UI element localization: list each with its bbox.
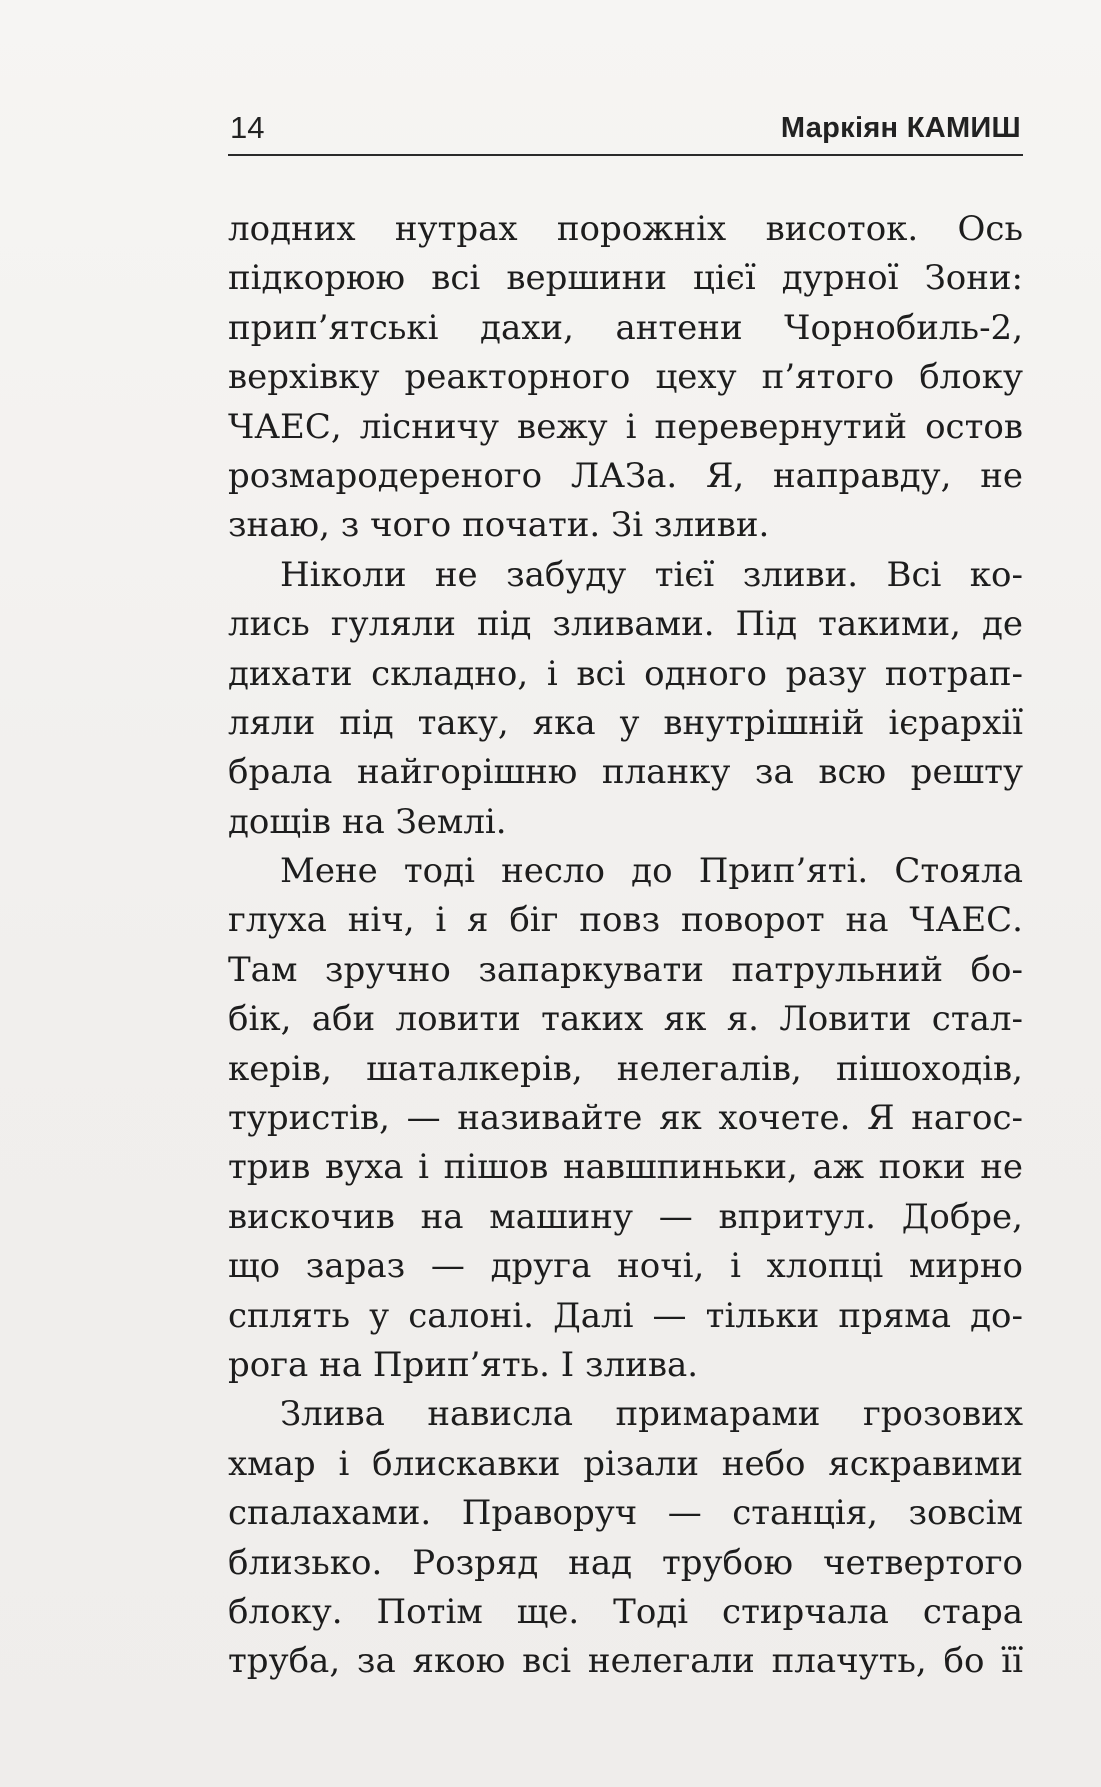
text-line: трив вуха і пішов навшпиньки, аж поки не [228, 1147, 1023, 1188]
text-line: сплять у салоні. Далі — тільки пряма до- [228, 1295, 1023, 1336]
text-line: Там зручно запаркувати патрульний бо- [228, 949, 1023, 990]
text-line: ЧАЕС, лісничу вежу і перевернутий остов [228, 406, 1023, 447]
text-line: близько. Розряд над трубою четвертого [228, 1542, 1023, 1583]
text-line: лись гуляли під зливами. Під такими, де [228, 604, 1023, 645]
text-line: Ніколи не забуду тієї зливи. Всі ко- [280, 554, 1023, 595]
text-line: знаю, з чого почати. Зі зливи. [228, 505, 770, 546]
text-line: що зараз — друга ночі, і хлопці мирно [228, 1246, 1023, 1287]
page-number: 14 [230, 110, 265, 145]
page-header [228, 102, 1023, 152]
text-line: хмар і блискавки різали небо яскравими [228, 1443, 1023, 1484]
header-rule [228, 154, 1023, 156]
text-line: Злива нависла примарами грозових [280, 1394, 1023, 1435]
text-line: Мене тоді несло до Прип’яті. Стояла [280, 851, 1023, 892]
running-head-author: Маркіян КАМИШ [780, 112, 1021, 144]
text-line: підкорюю всі вершини цієї дурної Зони: [228, 258, 1023, 299]
text-line: спалахами. Праворуч — станція, зовсім [228, 1493, 1023, 1534]
text-line: лодних нутрах порожніх висоток. Ось [228, 209, 1023, 249]
text-line: блоку. Потім ще. Тоді стирчала стара [228, 1591, 1023, 1632]
text-line: рога на Прип’ять. І злива. [228, 1344, 699, 1385]
text-line: ляли під таку, яка у внутрішній ієрархії [228, 702, 1023, 743]
text-line: брала найгорішню планку за всю решту [228, 752, 1023, 793]
text-line: верхівку реакторного цеху п’ятого блоку [228, 357, 1023, 398]
text-line: керів, шаталкерів, нелегалів, пішоходів, [228, 1048, 1023, 1089]
text-line: бік, аби ловити таких як я. Ловити стал- [228, 999, 1023, 1040]
text-line: дощів на Землі. [228, 801, 507, 842]
text-line: глуха ніч, і я біг повз поворот на ЧАЕС. [228, 900, 1023, 941]
text-line: розмародереного ЛАЗа. Я, направду, не [228, 455, 1023, 496]
text-line: дихати складно, і всі одного разу потрап- [228, 653, 1023, 694]
text-line: туристів, — називайте як хочете. Я нагос- [228, 1098, 1023, 1139]
body-text [228, 205, 1023, 1687]
text-line: вискочив на машину — впритул. Добре, [228, 1196, 1023, 1237]
text-line: труба, за якою всі нелегали плачуть, бо її [228, 1641, 1023, 1682]
text-line: прип’ятські дахи, антени Чорнобиль-2, [228, 307, 1023, 348]
